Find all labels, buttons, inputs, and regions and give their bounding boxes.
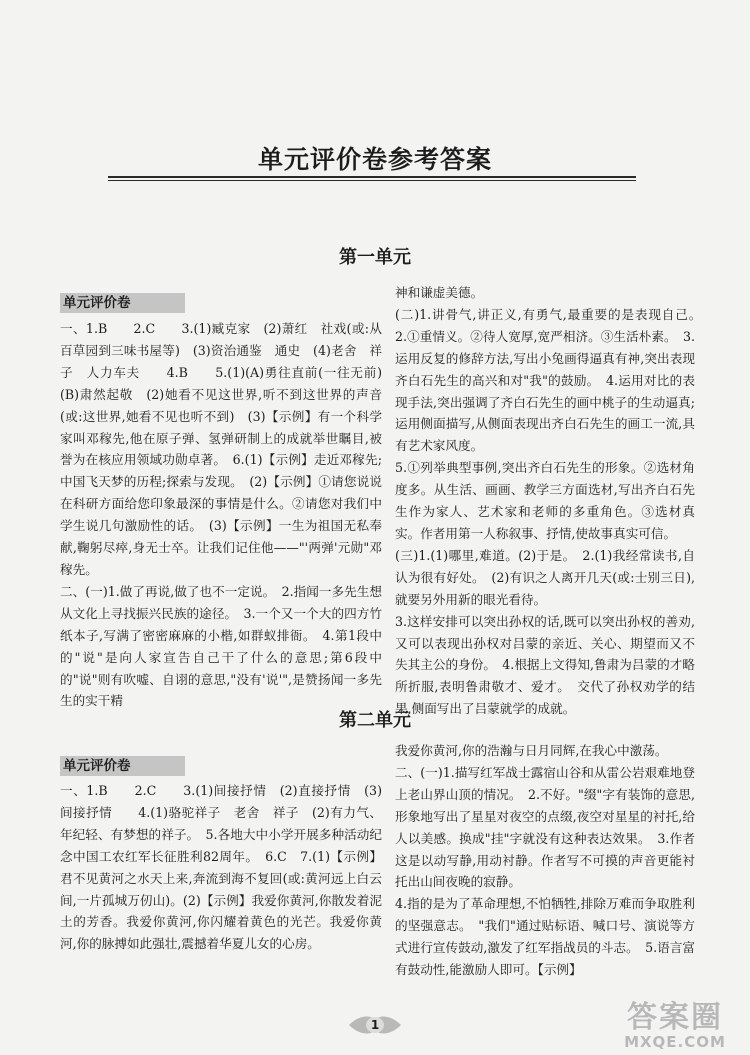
unit2-right-para-1: 我爱你黄河,你的浩瀚与日月同辉,在我心中激荡。 (395, 743, 668, 758)
unit2-left-para-1: 一、1.B 2.C 3.(1)间接抒情 (2)直接抒情 (3)间接抒情 4.(1)骆驼祥子 老舍 祥子 (2)有力气、年纪轻、有梦想的祥子。 5.各地大中小学开展多种活动纪念中国工农红军长征胜利82周年。 6.C 7.(1)【示例】君不见黄河之水天上来,奔流到海不复回(或:黄河远上白云间,一片孤城万仞山)。(2)【示例】我爱你黄河,你散发着泥土的芳香。我爱你黄河,你闪耀着黄色的光芒。我爱你黄河,你的脉搏如此强壮,震撼着华夏儿女的心房。 (60, 783, 382, 952)
unit1-section-label: 单元评价卷 (60, 293, 185, 313)
unit2-heading: 第二单元 (339, 710, 411, 731)
unit1-left-para-2: 二、(一)1.做了再说,做了也不一定说。 2.指闻一多先生想从文化上寻找振兴民族的途径。 3.一个又一个大的四方竹纸本子,写满了密密麻麻的小楷,如群蚁排衙。 4.第1段中的"说"是向人家宣告自己干了什么的意思;第6段中的"说"则有吹嘘、自诩的意思,"没有'说'",是赞扬闻一多先生的实干精 (60, 583, 382, 709)
title-rule-thick (108, 176, 636, 178)
watermark-logo (605, 1002, 745, 1050)
title-rule-thin (108, 180, 636, 181)
unit2-left-column (60, 780, 382, 955)
watermark-text: 答案圈 (627, 1000, 723, 1035)
unit1-right-para-2: (二)1.讲骨气,讲正义,有勇气,最重要的是表现自己。 2.①重情义。②待人宽厚,宽严相济。③生活朴素。 3.运用反复的修辞方法,写出小兔画得逼真有神,突出表现齐白石先生的高兴和对"我"的鼓励。 4.运用对比的表现手法,突出强调了齐白石先生的画中桃子的生动逼真;运用侧面描写,从侧面表现出齐白石先生的画工一流,具有艺术家风度。 (395, 306, 708, 454)
watermark-url: MXQE.COM (624, 1033, 726, 1051)
unit2-right-para-2: 二、(一)1.描写红军战士露宿山谷和从雷公岩艰难地登上老山界山顶的情况。 2.不好。"缀"字有装饰的意思,形象地写出了星星对夜空的点缀,夜空对星星的衬托,给人以美感。换成"挂"字就没有这种表达效果。 3.作者这是以动写静,用动衬静。作者写不可摸的声音更能衬托出山间夜晚的寂静。 (395, 764, 695, 890)
unit1-left-para-1: 一、1.B 2.C 3.(1)臧克家 (2)萧红 社戏(或:从百草园到三味书屋等) (3)资治通鉴 通史 (4)老舍 祥子 人力车夫 4.B 5.(1)(A)勇往直前(一往无前) (B)肃然起敬 (2)她看不见这世界,听不到这世界的声音(或:这世界,她看不见也听不到) (3)【示例】有一个科学家叫邓稼先,他在原子弹、氢弹研制上的成就举世瞩目,被誉为在核应用领域功勋卓著。 6.(1)【示例】走近邓稼先;中国飞天梦的历程;探索与发现。 (2)【示例】①请您说说在科研方面给您印象最深的事情是什么。②请您对我们中学生说几句激励性的话。 (3)【示例】一生为祖国无私奉献,鞠躬尽瘁,身无士卒。让我们记住他——"'两弹'元勋"邓稼先。 (60, 321, 395, 577)
unit1-right-column (395, 282, 708, 720)
page-number-badge (345, 1013, 405, 1037)
unit2-right-column (395, 740, 695, 981)
page-title: 单元评价卷参考答案 (257, 145, 492, 174)
unit1-heading: 第一单元 (339, 247, 411, 268)
unit1-right-para-5: 3.这样安排可以突出孙权的话,既可以突出孙权的善劝,又可以表现出孙权对吕蒙的亲近、关心、期望而又不失其主公的身份。 4.根据上文得知,鲁肃为吕蒙的才略所折服,表明鲁肃敬才、爱才。 交代了孙权劝学的结果,侧面写出了吕蒙就学的成就。 (395, 613, 695, 717)
page-number: 1 (370, 1018, 380, 1032)
unit1-right-para-1: 神和谦虚美德。 (395, 285, 484, 300)
unit1-left-column (60, 318, 395, 712)
unit1-right-para-3: 5.①列举典型事例,突出齐白石先生的形象。②选材角度多。从生活、画画、教学三方面选材,写出齐白石先生作为家人、艺术家和老师的多重角色。③选材真实。作者用第一人称叙事、抒情,使故事真实可信。 (395, 460, 695, 541)
unit2-section-label: 单元评价卷 (60, 756, 185, 776)
unit1-right-para-4: (三)1.(1)哪里,难道。(2)于是。 2.(1)我经常读书,自认为很有好处。 (2)有识之人离开几天(或:士别三日),就要另外用新的眼光看待。 (395, 547, 695, 607)
unit2-right-para-3: 4.指的是为了革命理想,不怕牺牲,排除万难而争取胜利的坚强意志。 "我们"通过贴标语、喊口号、演说等方式进行宣传鼓动,激发了红军指战员的斗志。 5.语言富有鼓动性,能激励人即可。【示例】 (395, 896, 695, 978)
